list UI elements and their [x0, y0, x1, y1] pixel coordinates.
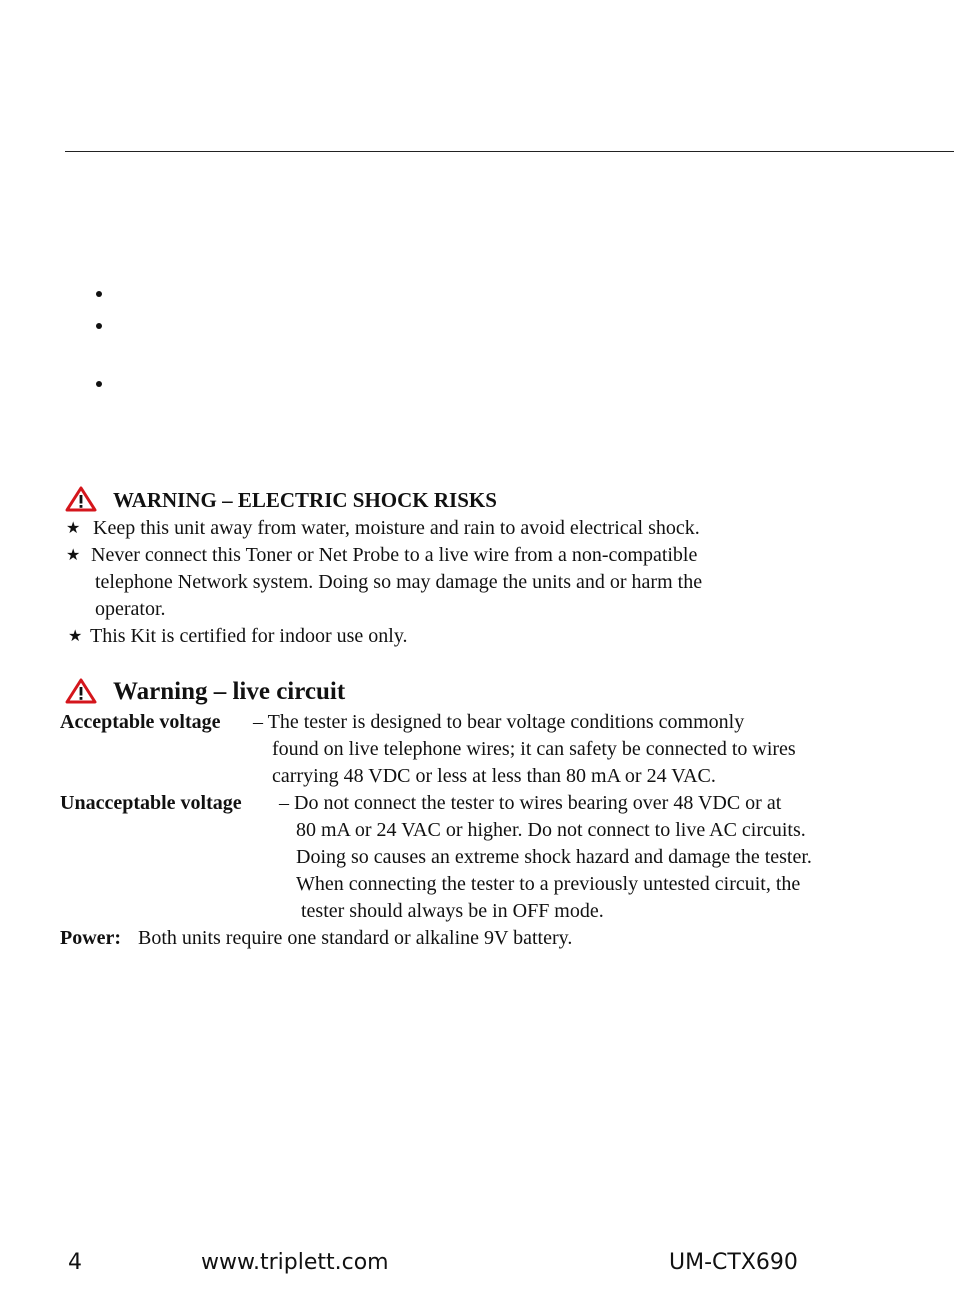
footer-page-number: 4: [68, 1250, 82, 1275]
acceptable-voltage-term: Acceptable voltage: [60, 711, 221, 733]
acceptable-voltage-text: found on live telephone wires; it can safety be connected to wires: [272, 738, 796, 760]
shock-warning-item-2-cont: operator.: [95, 598, 166, 620]
shock-warning-item-2: Never connect this Toner or Net Probe to a live wire from a non-compatible: [91, 544, 698, 566]
unacceptable-voltage-text: When connecting the tester to a previously untested circuit, the: [296, 873, 801, 895]
bullet-icon: [96, 291, 102, 297]
acceptable-voltage-text: carrying 48 VDC or less at less than 80 mA or 24 VAC.: [272, 765, 716, 787]
shock-warning-section: [60, 486, 930, 647]
power-term: Power:: [60, 927, 122, 949]
shock-warning-item-3: This Kit is certified for indoor use only.: [90, 625, 408, 647]
unacceptable-voltage-term: Unacceptable voltage: [60, 792, 242, 814]
star-icon: ★: [66, 547, 81, 564]
warning-triangle-icon: [65, 678, 97, 704]
unacceptable-voltage-text: tester should always be in OFF mode.: [296, 900, 604, 922]
unacceptable-voltage-text: 80 mA or 24 VAC or higher. Do not connect to live AC circuits.: [296, 819, 806, 841]
unacceptable-voltage-text: – Do not connect the tester to wires bearing over 48 VDC or at: [279, 792, 782, 814]
live-circuit-title: Warning – live circuit: [113, 678, 346, 705]
star-icon: ★: [68, 628, 83, 645]
shock-warning-title: WARNING – ELECTRIC SHOCK RISKS: [113, 488, 497, 512]
acceptable-voltage-text: – The tester is designed to bear voltage conditions commonly: [253, 711, 745, 733]
shock-warning-heading: [60, 486, 930, 516]
star-icon: ★: [66, 520, 81, 537]
unacceptable-voltage-text: Doing so causes an extreme shock hazard and damage the tester.: [296, 846, 812, 868]
footer-website: www.triplett.com: [201, 1250, 389, 1275]
warning-triangle-icon: [65, 486, 97, 512]
live-circuit-heading: [60, 678, 930, 708]
footer-doc-id: UM-CTX690: [669, 1250, 798, 1275]
shock-warning-item-1: Keep this unit away from water, moisture and rain to avoid electrical shock.: [93, 517, 700, 539]
bullet-icon: [96, 323, 102, 329]
shock-warning-item-2-cont: telephone Network system. Doing so may damage the units and or harm the: [95, 571, 703, 593]
bullet-icon: [96, 381, 102, 387]
live-circuit-section: [60, 678, 930, 949]
power-text: Both units require one standard or alkaline 9V battery.: [138, 927, 573, 949]
top-rule: [65, 151, 954, 152]
